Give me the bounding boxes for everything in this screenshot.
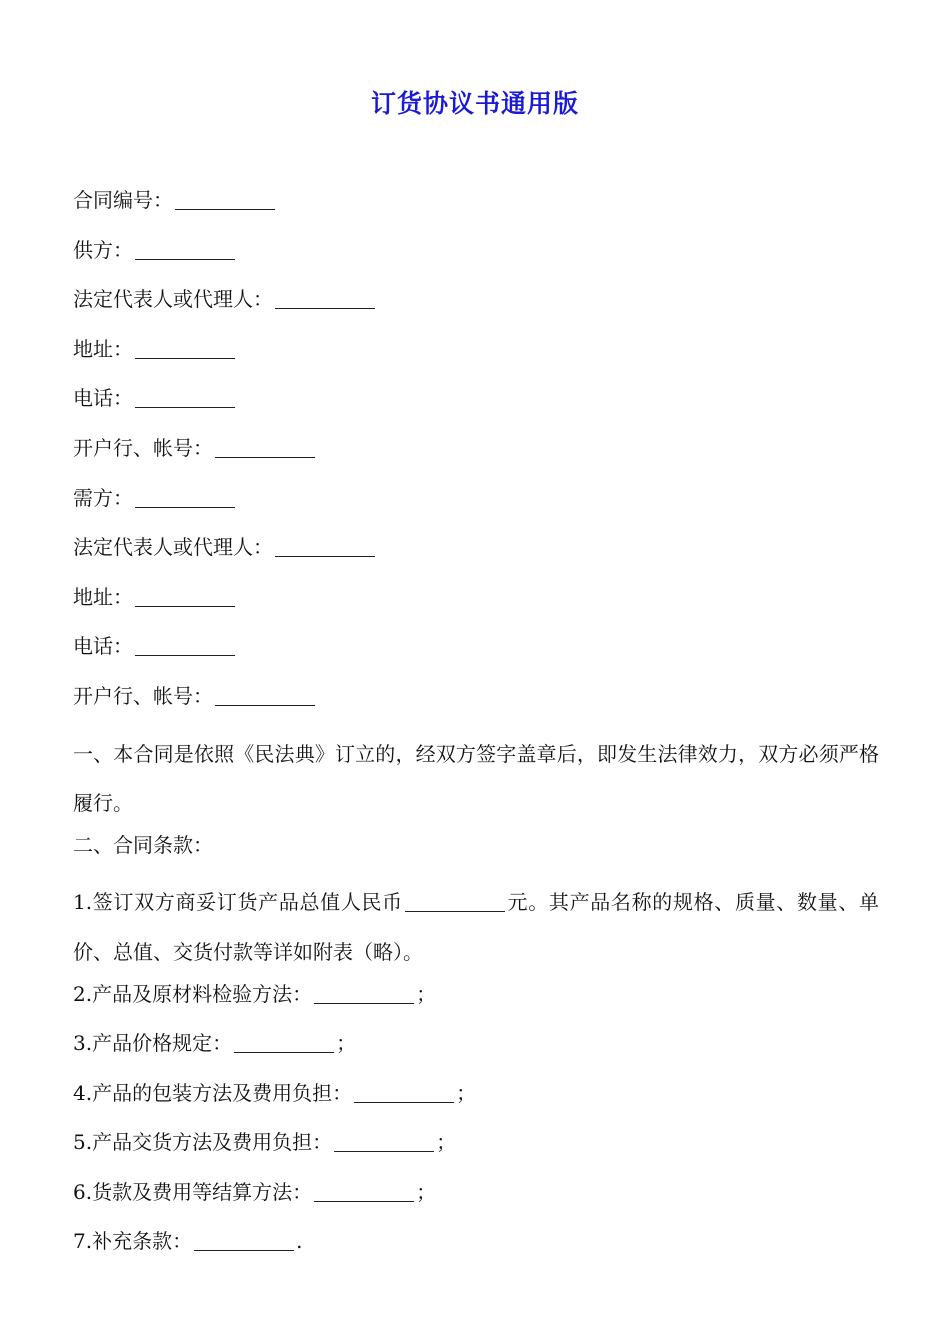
field-buyer [73, 482, 879, 532]
fill-in-blank [135, 633, 235, 656]
field-supplier-address [73, 333, 879, 383]
contract-item-1 [73, 878, 879, 977]
fill-in-blank [314, 1179, 414, 1202]
item-label: 2.产品及原材料检验方法： [73, 981, 313, 1006]
item-label: 3.产品价格规定： [73, 1031, 233, 1056]
contract-item-4 [73, 1077, 879, 1127]
fill-in-blank [215, 683, 315, 706]
field-supplier-representative [73, 283, 879, 333]
fill-in-blank [275, 534, 375, 557]
field-label: 法定代表人或代理人： [73, 535, 273, 560]
fill-in-blank [135, 584, 235, 607]
field-label: 需方： [73, 485, 133, 510]
fill-in-blank [194, 1228, 294, 1251]
contract-item-2 [73, 978, 879, 1028]
field-label: 合同编号： [73, 188, 173, 212]
contract-item-3 [73, 1027, 879, 1077]
fill-in-blank [175, 187, 275, 210]
fill-in-blank [135, 485, 235, 508]
field-label: 开户行、帐号： [73, 683, 213, 708]
fill-in-blank [135, 336, 235, 359]
document-title: 订货协议书通用版 [370, 89, 579, 118]
field-label: 电话： [73, 386, 133, 411]
fill-in-blank [275, 286, 375, 309]
item-end-punctuation: . [296, 1229, 303, 1254]
field-buyer-phone [73, 630, 879, 680]
fill-in-blank [405, 889, 505, 912]
fill-in-blank [135, 237, 235, 260]
item-label: 5.产品交货方法及费用负担： [73, 1130, 333, 1155]
item-end-punctuation: ； [336, 1031, 357, 1056]
fill-in-blank [314, 981, 414, 1004]
field-contract-number [73, 184, 879, 234]
item-end-punctuation: ； [416, 981, 437, 1006]
fill-in-blank [334, 1129, 434, 1152]
item-label: 7.补充条款： [73, 1229, 193, 1254]
field-label: 地址： [73, 584, 133, 609]
item-end-punctuation: ； [456, 1080, 477, 1105]
item-label: 4.产品的包装方法及费用负担： [73, 1080, 353, 1105]
field-label: 地址： [73, 336, 133, 361]
contract-item-6 [73, 1176, 879, 1226]
field-label: 法定代表人或代理人： [73, 287, 273, 312]
item-end-punctuation: ； [416, 1179, 437, 1204]
field-supplier [73, 234, 879, 284]
field-buyer-representative [73, 531, 879, 581]
contract-item-5 [73, 1126, 879, 1176]
field-label: 供方： [73, 237, 133, 262]
field-label: 开户行、帐号： [73, 435, 213, 460]
fill-in-blank [135, 385, 235, 408]
item-1-text-after: 元。其产品名称的规格、质量、数量、单价、总值、交货付款等详如附表（略）。 [73, 890, 880, 964]
contract-item-7 [73, 1225, 879, 1275]
field-label: 电话： [73, 634, 133, 659]
fill-in-blank [215, 435, 315, 458]
fill-in-blank [354, 1080, 454, 1103]
field-buyer-address [73, 581, 879, 631]
field-supplier-bank-account [73, 432, 879, 482]
item-end-punctuation: ； [436, 1130, 457, 1155]
field-buyer-bank-account [73, 680, 879, 730]
field-supplier-phone [73, 382, 879, 432]
fill-in-blank [234, 1030, 334, 1053]
section-two-heading: 二、合同条款： [73, 832, 213, 857]
clause-one: 一、本合同是依照《民法典》订立的，经双方签字盖章后，即发生法律效力，双方必须严格履行。 [73, 741, 879, 816]
item-1-text-before: 1.签订双方商妥订货产品总值人民币 [73, 890, 403, 915]
document-body [73, 184, 879, 1275]
item-label: 6.货款及费用等结算方法： [73, 1179, 313, 1204]
